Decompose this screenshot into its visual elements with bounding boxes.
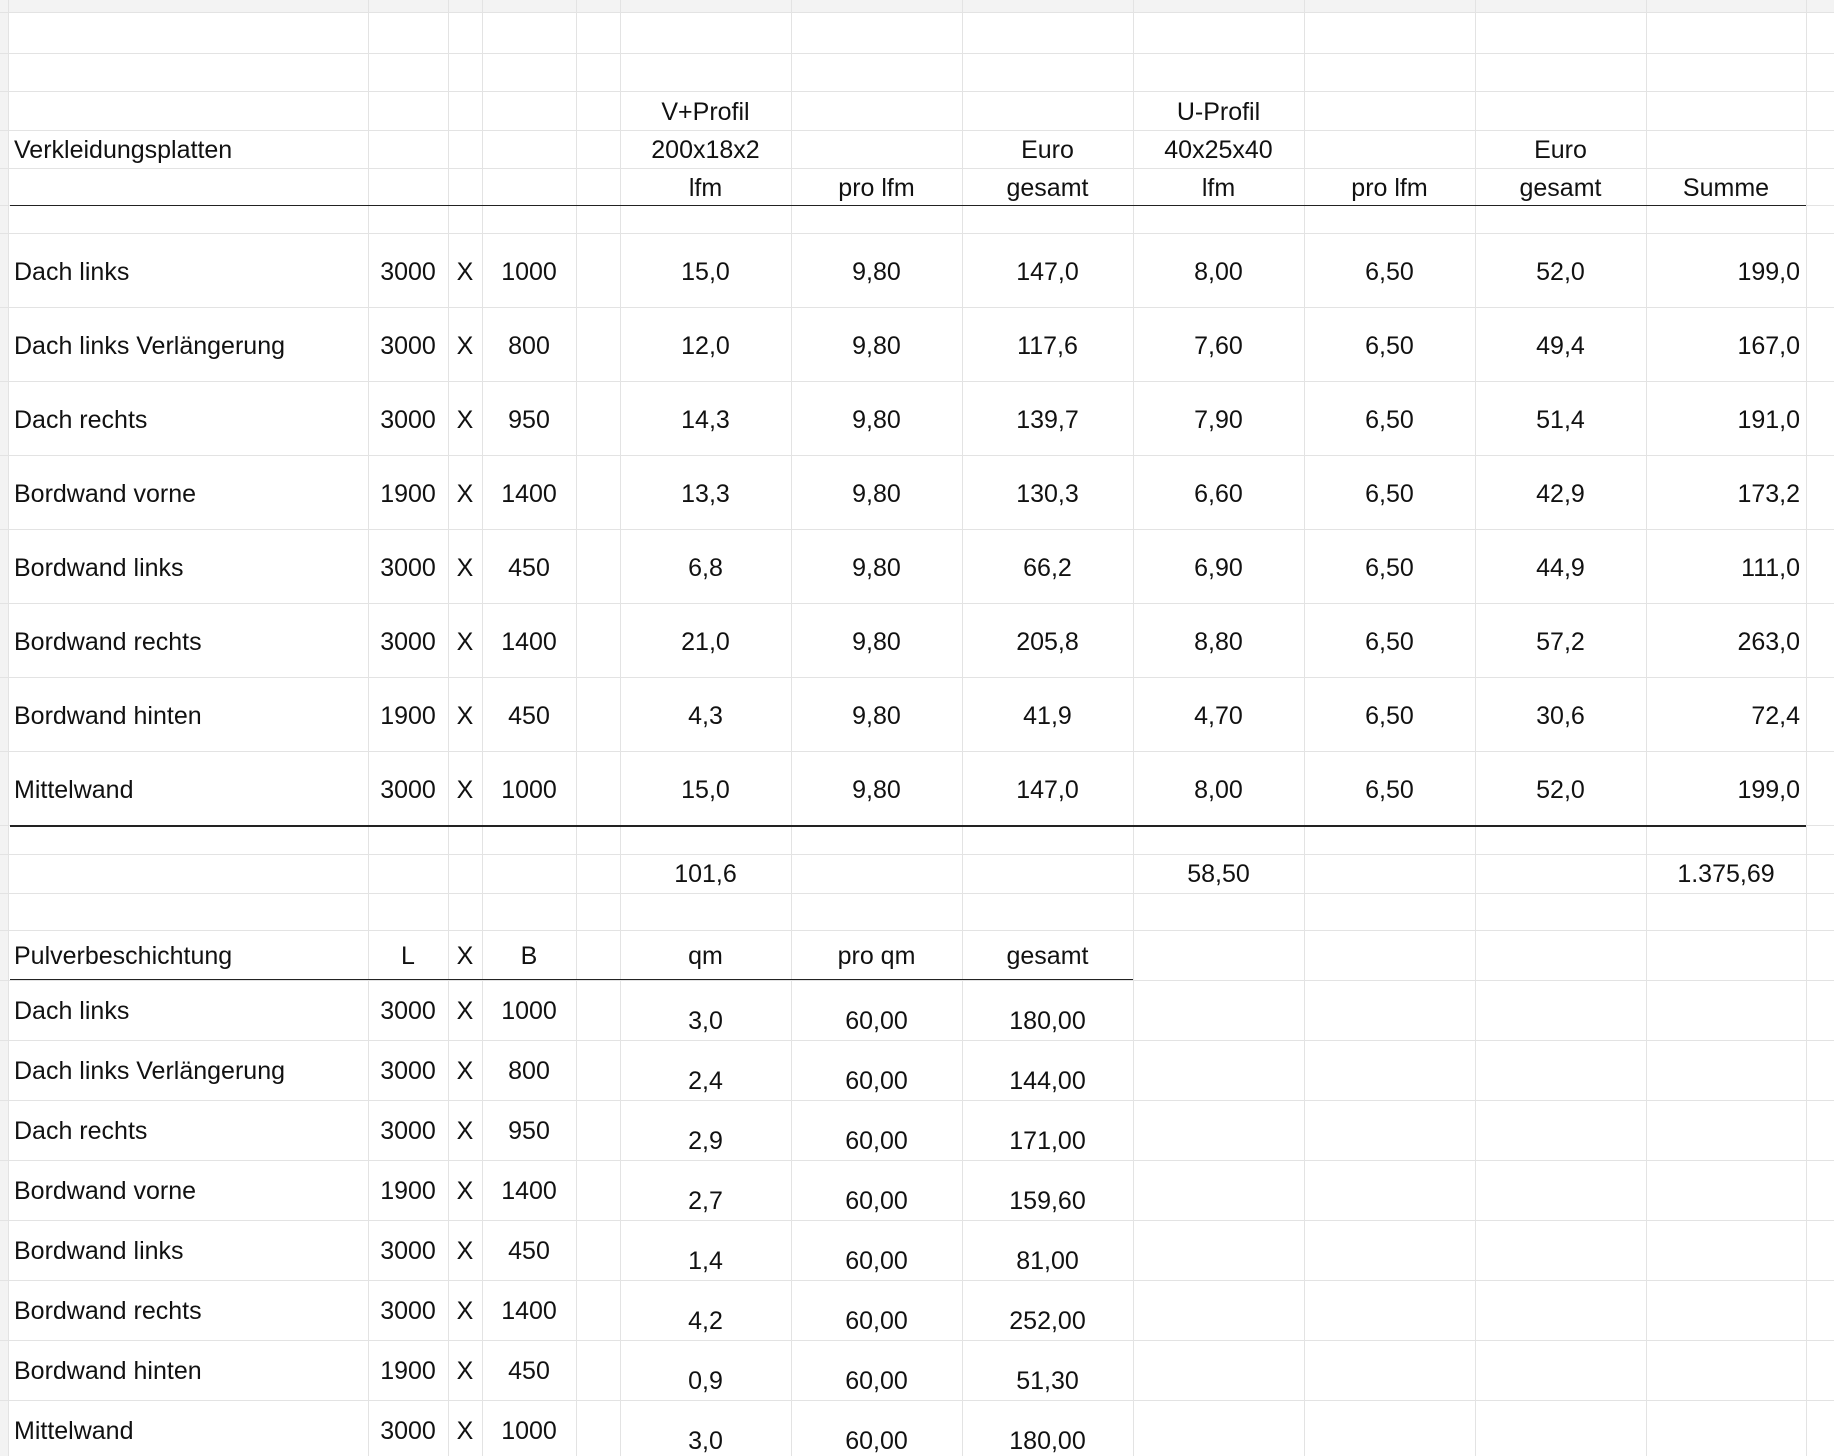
header2-times: X <box>456 942 474 970</box>
grid-row-line <box>0 307 1834 308</box>
row2-name: Bordwand rechts <box>14 1297 202 1325</box>
row-vprofil-total: 130,3 <box>1016 480 1079 508</box>
section2-header-border <box>10 979 1133 980</box>
row-vprofil-total: 147,0 <box>1016 776 1079 804</box>
row-vprofil-price: 9,80 <box>852 258 901 286</box>
row2-length: 3000 <box>380 1117 436 1145</box>
row-uprofil-lfm: 7,90 <box>1194 406 1243 434</box>
row-uprofil-total: 52,0 <box>1536 258 1585 286</box>
grid-row-line <box>0 1040 1834 1041</box>
grid-column-line <box>482 0 483 1456</box>
row-vprofil-total: 41,9 <box>1023 702 1072 730</box>
row-uprofil-price: 6,50 <box>1365 554 1414 582</box>
row2-total: 252,00 <box>1009 1307 1086 1335</box>
row2-times: X <box>456 1417 474 1445</box>
row2-total: 180,00 <box>1009 1427 1086 1455</box>
header-uprofil-name: U-Profil <box>1176 98 1261 126</box>
grid-row-line <box>0 854 1834 855</box>
total-sum: 1.375,69 <box>1677 860 1775 888</box>
row-name: Bordwand hinten <box>14 702 202 730</box>
row-width: 800 <box>508 332 550 360</box>
row-uprofil-total: 30,6 <box>1536 702 1585 730</box>
row-length: 3000 <box>380 554 436 582</box>
row2-width: 1000 <box>501 1417 557 1445</box>
row2-price: 60,00 <box>845 1127 908 1155</box>
row2-price: 60,00 <box>845 1187 908 1215</box>
row2-length: 1900 <box>380 1177 436 1205</box>
row-times: X <box>456 702 474 730</box>
row2-qm: 2,9 <box>688 1127 723 1155</box>
row2-name: Bordwand links <box>14 1237 184 1265</box>
grid-column-line <box>576 0 577 1456</box>
row2-total: 171,00 <box>1009 1127 1086 1155</box>
row-vprofil-price: 9,80 <box>852 406 901 434</box>
grid-column-line <box>8 0 9 1456</box>
row-sum: 167,0 <box>1737 332 1800 360</box>
row-length: 1900 <box>380 702 436 730</box>
row-sum: 173,2 <box>1737 480 1800 508</box>
header-uprofil-total: gesamt <box>1519 174 1602 202</box>
grid-row-line <box>0 980 1834 981</box>
grid-row-line <box>0 677 1834 678</box>
row-vprofil-total: 117,6 <box>1017 332 1078 360</box>
row-vprofil-total: 139,7 <box>1016 406 1079 434</box>
grid-column-line <box>448 0 449 1456</box>
row2-name: Dach links Verlängerung <box>14 1057 285 1085</box>
row-vprofil-price: 9,80 <box>852 332 901 360</box>
header-sum: Summe <box>1682 174 1770 202</box>
row2-price: 60,00 <box>845 1067 908 1095</box>
row-sum: 199,0 <box>1737 776 1800 804</box>
row-uprofil-lfm: 6,60 <box>1194 480 1243 508</box>
row2-width: 950 <box>508 1117 550 1145</box>
row-sum: 72,4 <box>1751 702 1800 730</box>
totals-top-border <box>10 825 1806 827</box>
row-length: 3000 <box>380 406 436 434</box>
grid-column-line <box>1304 0 1305 1456</box>
row2-name: Bordwand vorne <box>14 1177 197 1205</box>
row-uprofil-total: 57,2 <box>1536 628 1585 656</box>
grid-row-line <box>0 455 1834 456</box>
grid-row-line <box>0 12 1834 13</box>
row-length: 3000 <box>380 776 436 804</box>
row-uprofil-total: 52,0 <box>1536 776 1585 804</box>
grid-row-line <box>0 930 1834 931</box>
row-length: 3000 <box>380 258 436 286</box>
row-vprofil-lfm: 14,3 <box>681 406 730 434</box>
grid-row-line <box>0 381 1834 382</box>
grid-column-line <box>1475 0 1476 1456</box>
grid-row-line <box>0 751 1834 752</box>
row-times: X <box>456 776 474 804</box>
row-uprofil-total: 49,4 <box>1536 332 1585 360</box>
row-name: Dach rechts <box>14 406 148 434</box>
row2-qm: 2,4 <box>688 1067 723 1095</box>
row2-total: 159,60 <box>1009 1187 1086 1215</box>
row2-width: 1000 <box>501 997 557 1025</box>
header-vprofil-unit: lfm <box>688 174 723 202</box>
row2-width: 800 <box>508 1057 550 1085</box>
row-uprofil-price: 6,50 <box>1365 258 1414 286</box>
row-width: 1000 <box>501 258 557 286</box>
header-uprofil-price-unit: pro lfm <box>1351 174 1428 202</box>
row2-total: 51,30 <box>1016 1367 1079 1395</box>
row-uprofil-price: 6,50 <box>1365 480 1414 508</box>
row-uprofil-price: 6,50 <box>1365 332 1414 360</box>
grid-row-line <box>0 233 1834 234</box>
total-vprofil-lfm: 101,6 <box>674 860 737 888</box>
grid-row-line <box>0 893 1834 894</box>
row-uprofil-lfm: 7,60 <box>1194 332 1243 360</box>
row2-times: X <box>456 1297 474 1325</box>
row-times: X <box>456 628 474 656</box>
row2-times: X <box>456 1237 474 1265</box>
total-uprofil-lfm: 58,50 <box>1187 860 1250 888</box>
row-times: X <box>456 406 474 434</box>
row2-width: 1400 <box>501 1177 557 1205</box>
row-name: Bordwand vorne <box>14 480 197 508</box>
row-uprofil-price: 6,50 <box>1365 702 1414 730</box>
row2-price: 60,00 <box>845 1367 908 1395</box>
row-uprofil-lfm: 8,00 <box>1194 776 1243 804</box>
grid-row-line <box>0 1160 1834 1161</box>
row2-length: 3000 <box>380 997 436 1025</box>
row2-times: X <box>456 1357 474 1385</box>
row-name: Mittelwand <box>14 776 134 804</box>
header2-price: pro qm <box>837 942 916 970</box>
row2-length: 3000 <box>380 1237 436 1265</box>
grid-column-line <box>1646 0 1647 1456</box>
grid-row-line <box>0 1220 1834 1221</box>
header-uprofil-dimensions: 40x25x40 <box>1164 136 1273 164</box>
row2-qm: 3,0 <box>688 1427 723 1455</box>
row2-length: 3000 <box>380 1417 436 1445</box>
row-uprofil-total: 44,9 <box>1536 554 1585 582</box>
grid-row-line <box>0 168 1834 169</box>
row-vprofil-lfm: 6,8 <box>688 554 723 582</box>
row-vprofil-lfm: 12,0 <box>681 332 730 360</box>
row-vprofil-lfm: 21,0 <box>681 628 730 656</box>
row-sum: 111,0 <box>1741 554 1800 582</box>
row-length: 3000 <box>380 332 436 360</box>
row-uprofil-price: 6,50 <box>1365 406 1414 434</box>
row-width: 450 <box>508 554 550 582</box>
row-vprofil-lfm: 15,0 <box>681 258 730 286</box>
header-bottom-border <box>10 205 1806 206</box>
row2-total: 180,00 <box>1009 1007 1086 1035</box>
row2-total: 81,00 <box>1016 1247 1079 1275</box>
row-vprofil-total: 66,2 <box>1023 554 1072 582</box>
header2-qm: qm <box>688 942 723 970</box>
header-vprofil-euro: Euro <box>1021 136 1074 164</box>
grid-column-line <box>1806 0 1807 1456</box>
row-width: 1400 <box>501 480 557 508</box>
row-uprofil-price: 6,50 <box>1365 776 1414 804</box>
row2-width: 1400 <box>501 1297 557 1325</box>
row-vprofil-price: 9,80 <box>852 554 901 582</box>
row2-total: 144,00 <box>1009 1067 1086 1095</box>
grid-column-line <box>368 0 369 1456</box>
row-name: Bordwand links <box>14 554 184 582</box>
row2-times: X <box>456 1177 474 1205</box>
row-width: 450 <box>508 702 550 730</box>
row2-qm: 4,2 <box>688 1307 723 1335</box>
row-times: X <box>456 554 474 582</box>
header-vprofil-total: gesamt <box>1006 174 1089 202</box>
row-uprofil-total: 42,9 <box>1536 480 1585 508</box>
row2-times: X <box>456 1057 474 1085</box>
row2-width: 450 <box>508 1237 550 1265</box>
row-vprofil-lfm: 4,3 <box>688 702 723 730</box>
header2-width: B <box>520 942 538 970</box>
row-uprofil-lfm: 6,90 <box>1194 554 1243 582</box>
row-name: Dach links <box>14 258 130 286</box>
row-width: 1400 <box>501 628 557 656</box>
row-vprofil-lfm: 13,3 <box>681 480 730 508</box>
row-width: 950 <box>508 406 550 434</box>
section1-title: Verkleidungsplatten <box>14 136 233 164</box>
row2-price: 60,00 <box>845 1307 908 1335</box>
row-width: 1000 <box>501 776 557 804</box>
row2-name: Mittelwand <box>14 1417 134 1445</box>
grid-row-line <box>0 1340 1834 1341</box>
row2-name: Bordwand hinten <box>14 1357 202 1385</box>
row2-width: 450 <box>508 1357 550 1385</box>
row-uprofil-lfm: 8,00 <box>1194 258 1243 286</box>
grid-column-line <box>962 0 963 1456</box>
row-uprofil-price: 6,50 <box>1365 628 1414 656</box>
header-uprofil-unit: lfm <box>1201 174 1236 202</box>
row2-price: 60,00 <box>845 1007 908 1035</box>
row2-times: X <box>456 1117 474 1145</box>
row-vprofil-price: 9,80 <box>852 776 901 804</box>
row-vprofil-price: 9,80 <box>852 702 901 730</box>
header-uprofil-euro: Euro <box>1534 136 1587 164</box>
row-vprofil-total: 205,8 <box>1016 628 1079 656</box>
row-times: X <box>456 480 474 508</box>
row2-price: 60,00 <box>845 1247 908 1275</box>
row-sum: 191,0 <box>1737 406 1800 434</box>
row-uprofil-lfm: 8,80 <box>1194 628 1243 656</box>
row-name: Dach links Verlängerung <box>14 332 285 360</box>
row2-qm: 3,0 <box>688 1007 723 1035</box>
grid-column-line <box>791 0 792 1456</box>
row2-name: Dach rechts <box>14 1117 148 1145</box>
row-vprofil-price: 9,80 <box>852 480 901 508</box>
row-length: 3000 <box>380 628 436 656</box>
row-vprofil-price: 9,80 <box>852 628 901 656</box>
row2-times: X <box>456 997 474 1025</box>
row2-length: 1900 <box>380 1357 436 1385</box>
row-sum: 199,0 <box>1737 258 1800 286</box>
row-vprofil-lfm: 15,0 <box>681 776 730 804</box>
row-uprofil-total: 51,4 <box>1536 406 1585 434</box>
row-vprofil-total: 147,0 <box>1016 258 1079 286</box>
row2-price: 60,00 <box>845 1427 908 1455</box>
grid-row-line <box>0 53 1834 54</box>
row2-name: Dach links <box>14 997 130 1025</box>
grid-row-line <box>0 1100 1834 1101</box>
row2-qm: 1,4 <box>688 1247 723 1275</box>
row-times: X <box>456 332 474 360</box>
grid-column-line <box>620 0 621 1456</box>
header-vprofil-name: V+Profil <box>661 98 750 126</box>
row-times: X <box>456 258 474 286</box>
header2-length: L <box>401 942 415 970</box>
grid-column-line <box>1133 0 1134 1456</box>
row2-qm: 2,7 <box>688 1187 723 1215</box>
grid-row-line <box>0 603 1834 604</box>
row-length: 1900 <box>380 480 436 508</box>
row-name: Bordwand rechts <box>14 628 202 656</box>
grid-row-line <box>0 91 1834 92</box>
row2-length: 3000 <box>380 1297 436 1325</box>
row2-length: 3000 <box>380 1057 436 1085</box>
row-sum: 263,0 <box>1737 628 1800 656</box>
header-vprofil-dimensions: 200x18x2 <box>651 136 760 164</box>
row-uprofil-lfm: 4,70 <box>1194 702 1243 730</box>
header-vprofil-price-unit: pro lfm <box>838 174 915 202</box>
row2-qm: 0,9 <box>688 1367 723 1395</box>
grid-row-line <box>0 130 1834 131</box>
section2-title: Pulverbeschichtung <box>14 942 233 970</box>
grid-row-line <box>0 1280 1834 1281</box>
header2-total: gesamt <box>1006 942 1089 970</box>
grid-row-line <box>0 1400 1834 1401</box>
grid-row-line <box>0 529 1834 530</box>
